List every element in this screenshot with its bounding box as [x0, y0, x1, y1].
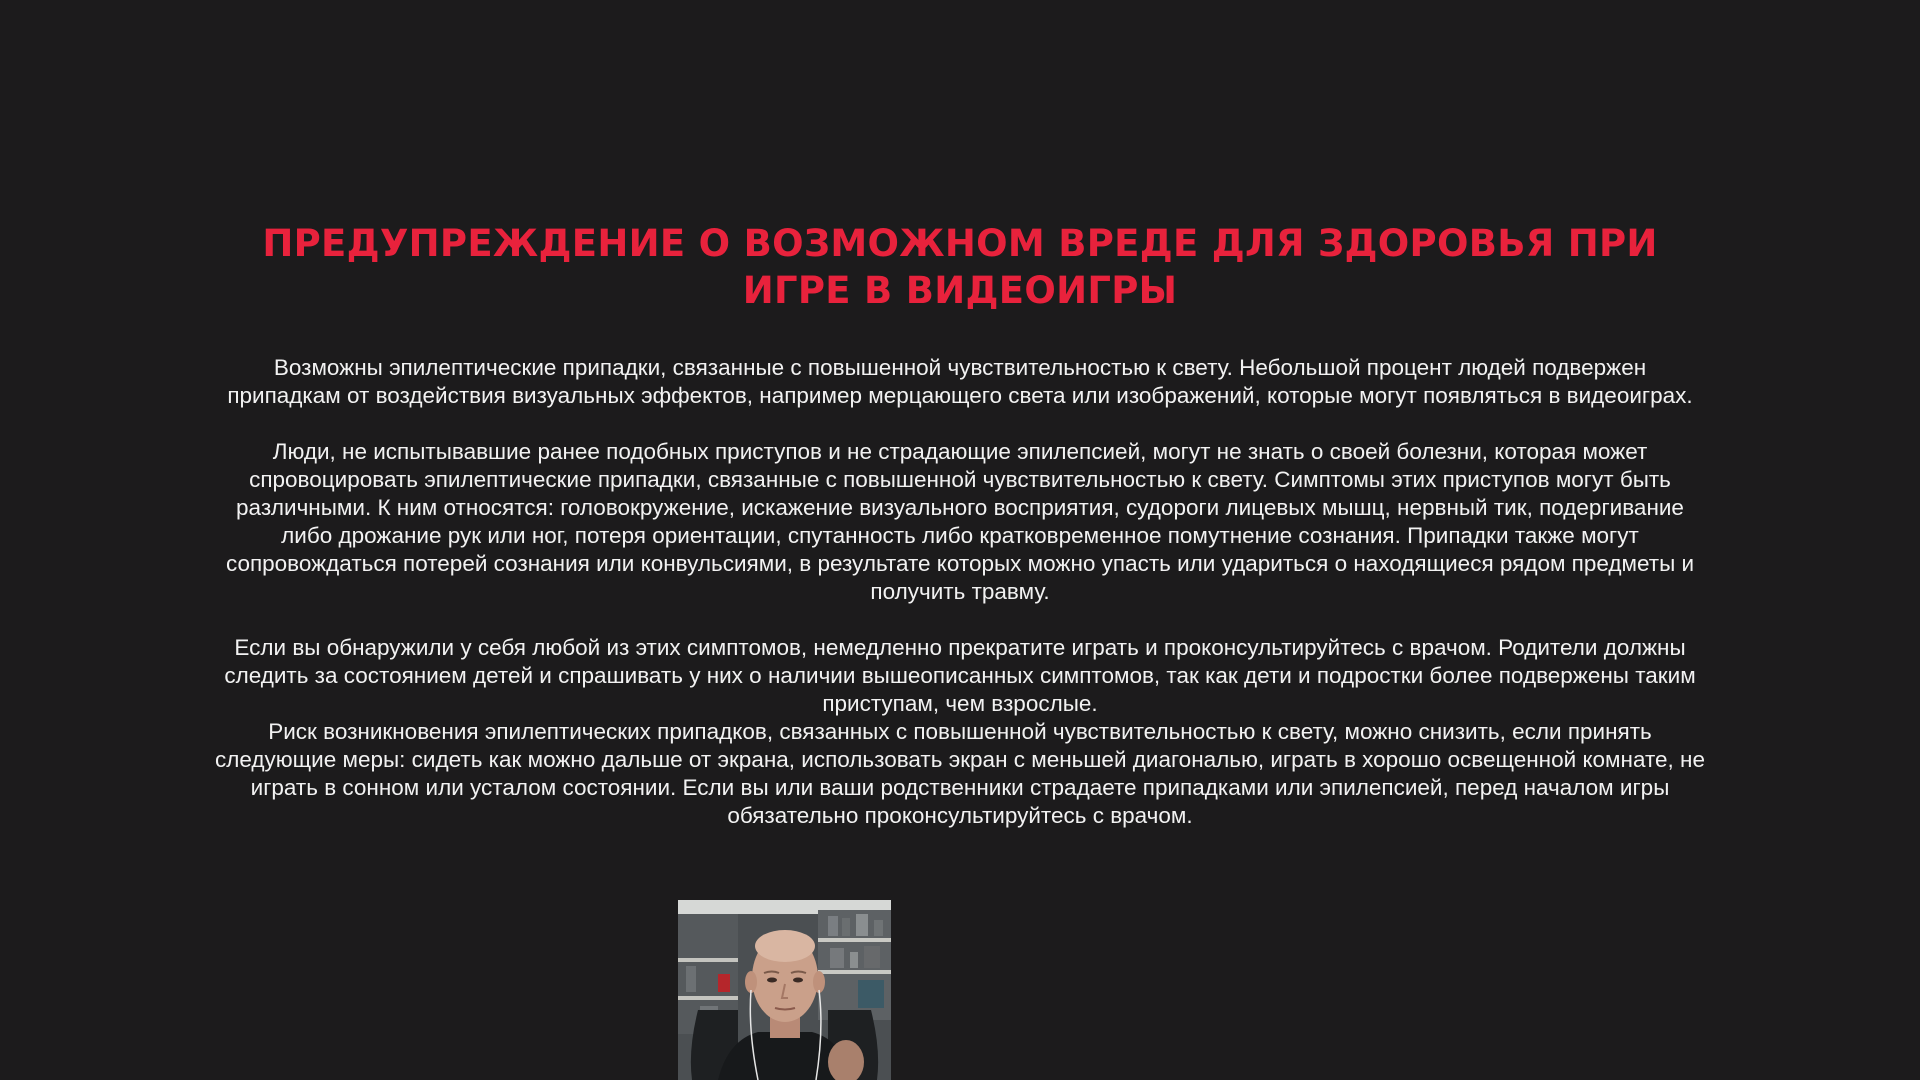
health-warning-screen	[215, 220, 1705, 830]
warning-paragraph-4: Риск возникновения эпилептических припадков, связанных с повышенной чувствительностью к свету, можно снизить, если принять следующие меры: сидеть как можно дальше от экрана, использовать экран с меньшей диагональю, играть в хорошо освещенной комнате, не играть в сонном или усталом состоянии. Если вы или ваши родственники страдаете припадками или эпилепсией, перед началом игры обязательно проконсультируйтесь с врачом.	[215, 719, 1705, 828]
warning-paragraph-1: Возможны эпилептические припадки, связанные с повышенной чувствительностью к свету. Небольшой процент людей подвержен припадкам от воздействия визуальных эффектов, например мерцающего света или изображений, которые могут появляться в видеоиграх.	[227, 355, 1693, 408]
warning-paragraph-2: Люди, не испытывавшие ранее подобных приступов и не страдающие эпилепсией, могут не знать о своей болезни, которая может спровоцировать эпилептические припадки, связанные с повышенной чувствительностью к свету. Симптомы этих приступов могут быть различными. К ним относятся: головокружение, искажение визуального восприятия, судороги лицевых мышц, нервный тик, подергивание либо дрожание рук или ног, потеря ориентации, спутанность либо кратковременное помутнение сознания. Припадки также могут сопровождаться потерей сознания или конвульсиями, в результате которых можно упасть или удариться о находящиеся рядом предметы и получить травму.	[225, 439, 1695, 604]
webcam-overlay	[678, 900, 891, 1080]
webcam-image	[678, 900, 891, 1080]
warning-paragraph-3: Если вы обнаружили у себя любой из этих симптомов, немедленно прекратите играть и проконсультируйтесь с врачом. Родители должны следить за состоянием детей и спрашивать у них о наличии вышеописанных симптомов, так как дети и подростки более подвержены таким приступам, чем взрослые.	[224, 635, 1696, 716]
warning-body	[215, 354, 1705, 830]
warning-title: ПРЕДУПРЕЖДЕНИЕ О ВОЗМОЖНОМ ВРЕДЕ ДЛЯ ЗДОРОВЬЯ ПРИ ИГРЕ В ВИДЕОИГРЫ	[262, 222, 1658, 312]
